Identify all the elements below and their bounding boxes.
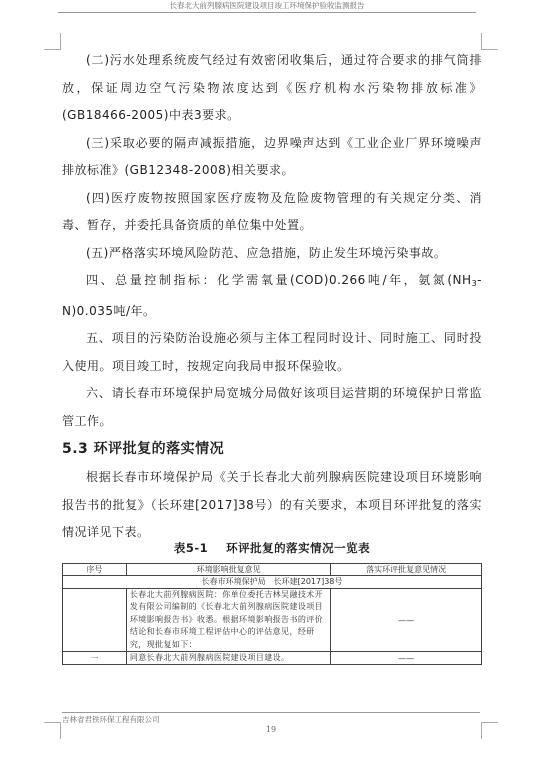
row-status: —— [331,589,482,652]
section-heading: 5.3 环评批复的落实情况 [62,441,225,457]
paragraph-medical-waste: (四)医疗废物按照国家医疗废物及危险废物管理的有关规定分类、消毒、暂存，并委托具备资质的单位集中处置。 [62,190,482,232]
total-control-text-a: 四、总量控制指标：化学需氧量(COD)0.266吨/年，氨氮(NH [86,273,472,287]
row-number: 一 [63,652,127,665]
document-body [62,47,482,547]
crop-mark-bottom-left [44,722,61,739]
column-header-number: 序号 [63,564,127,576]
crop-mark-bottom-right [481,722,498,739]
table-section-row [63,576,482,589]
row-opinion: 同意长春北大前列腺病医院建设项目建设。 [126,652,330,665]
row-status: —— [331,652,482,665]
paragraph-table-intro: 根据长春市环境保护局《关于长春北大前列腺病医院建设项目环境影响报告书的批复》（长环建[2017]38号）的有关要求，本项目环评批复的落实情况详见下表。 [62,470,482,539]
paragraph-total-control [62,267,482,325]
column-header-status: 落实环评批复意见情况 [331,564,482,576]
page-header [58,0,476,13]
row-number [63,589,127,652]
crop-mark-top-right [481,33,498,50]
nh3-subscript: 3 [471,279,478,288]
paragraph-noise: (三)采取必要的隔声减振措施，边界噪声达到《工业企业厂界环境噪声排放标准》(GB12348-2008)相关要求。 [62,135,482,177]
paragraph-exhaust: (二)污水处理系统废气经过有效密闭收集后，通过符合要求的排气筒排放，保证周边空气污染物浓度达到《医疗机构水污染物排放标准》(GB18466-2005)中表3要求。 [62,53,482,122]
paragraph-three-simultaneous: 五、项目的污染防治设施必须与主体工程同时设计、同时施工、同时投入使用。项目竣工时，按规定向我局申报环保验收。 [62,331,482,373]
table-caption-number: 表5-1 [173,541,209,555]
row-opinion: 长春北大前列腺病医院：你单位委托吉林吴融技术开发有限公司编制的《长春北大前列腺病医院建设项目环境影响报告书》收悉。根据环境影响报告书的评价结论和长春市环境工程评估中心的评估意见，经研究，现批复如下： [126,589,330,652]
table-row [63,589,482,652]
crop-mark-top-left [44,33,61,50]
footer-company: 吉林省君铁环保工程有限公司 [62,715,160,724]
total-control-text-b: -N)0.035吨/年。 [62,273,482,318]
page-footer [62,712,480,734]
table-caption [62,540,482,556]
paragraph-risk: (五)严格落实环境风险防范、应急措施，防止发生环境污染事故。 [86,245,447,260]
column-header-opinion: 环境影响批复意见 [126,564,330,576]
page-number: 19 [265,725,277,734]
table-row [63,652,482,665]
paragraph-supervision: 六、请长春市环境保护局宽城分局做好该项目运营期的环境保护日常监管工作。 [62,386,482,428]
approval-table [62,563,482,665]
header-title: 长春北大前列腺病医院建设项目竣工环境保护验收监测报告 [169,1,365,10]
table-caption-title: 环评批复的落实情况一览表 [226,541,371,555]
section-row-cell: 长春市环境保护局 长环建[2017]38号 [63,576,482,589]
table-header-row [63,564,482,576]
